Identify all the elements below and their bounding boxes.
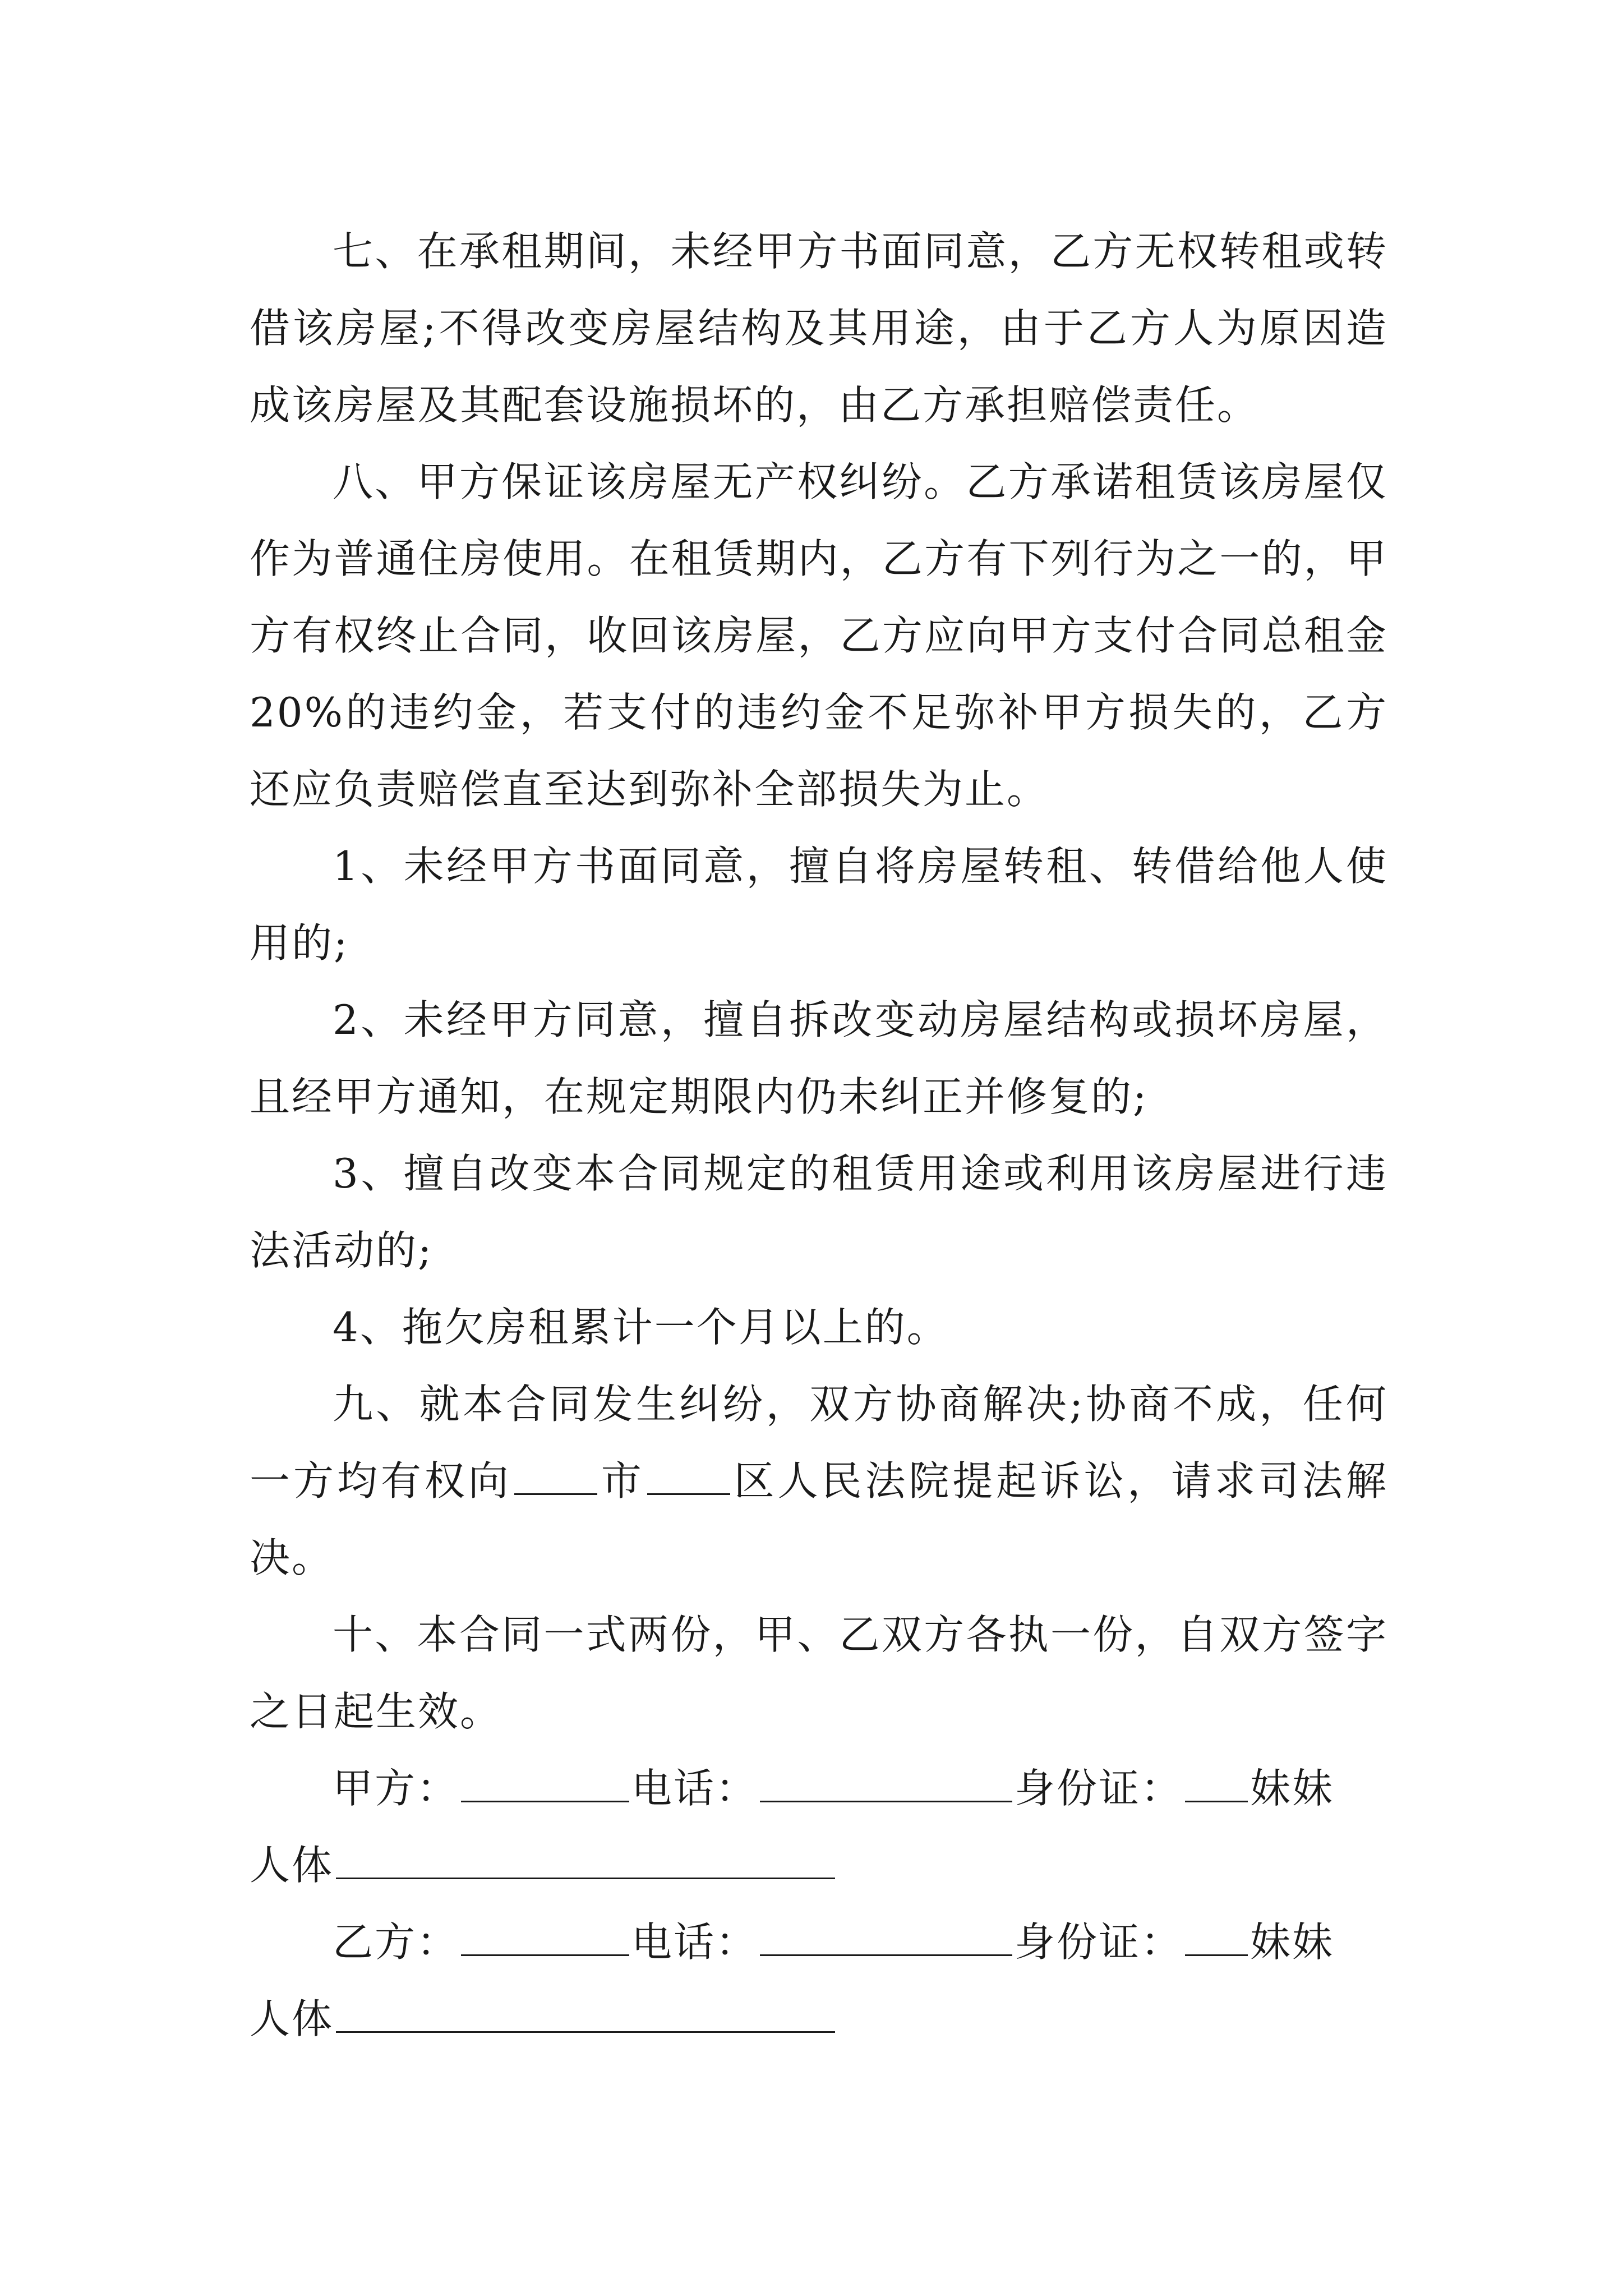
party-b-id-tail: 妹妹 — [1250, 1918, 1335, 1966]
party-a-id-label: 身份证： — [1015, 1765, 1183, 1812]
clause-8: 八、甲方保证该房屋无产权纠纷。乙方承诺租赁该房屋仅作为普通住房使用。在租赁期内，乙方有下列行为之一的，甲方有权终止合同，收回该房屋，乙方应向甲方支付合同总租金 20%的违约金，若支付的违约金不足弥补甲方损失的，乙方还应负责赔偿直至达到弥补全部损失为止。 — [250, 458, 1388, 813]
clause-9-text-2: 市 — [599, 1457, 645, 1504]
party-a-label: 甲方： — [333, 1765, 459, 1812]
party-a-id-blank — [1185, 1764, 1248, 1802]
clause-8-item-3: 3、擅自改变本合同规定的租赁用途或利用该房屋进行违法活动的; — [250, 1150, 1388, 1274]
clause-9-text-1: 九、就本合同发生纠纷，双方协商解决;协商不成，任何一方均有权向 — [250, 1381, 1388, 1504]
clause-9 — [250, 1366, 1388, 1596]
clause-10: 十、本合同一式两份，甲、乙双方各执一份，自双方签字之日起生效。 — [250, 1611, 1388, 1735]
party-b-line-2 — [250, 1981, 1388, 2058]
party-a-signature — [250, 1750, 1388, 1904]
clause-8-item-4: 4、拖欠房租累计一个月以上的。 — [333, 1304, 949, 1351]
party-a-line-2 — [250, 1827, 1388, 1904]
party-a-line-2-text: 人体 — [250, 1842, 334, 1889]
party-b-phone-blank — [760, 1918, 1012, 1956]
clause-8-item-1: 1、未经甲方书面同意，擅自将房屋转租、转借给他人使用的; — [250, 843, 1388, 967]
party-b-label: 乙方： — [333, 1918, 459, 1966]
party-b-name-blank — [461, 1918, 629, 1956]
clause-7: 七、在承租期间，未经甲方书面同意，乙方无权转租或转借该房屋;不得改变房屋结构及其用途，由于乙方人为原因造成该房屋及其配套设施损坏的，由乙方承担赔偿责任。 — [250, 228, 1388, 429]
party-a-phone-blank — [760, 1764, 1012, 1802]
party-a-id-tail: 妹妹 — [1250, 1765, 1335, 1812]
party-a-id-continued-blank — [336, 1841, 835, 1879]
district-blank — [647, 1457, 730, 1495]
party-b-phone-label: 电话： — [631, 1918, 758, 1966]
party-a-phone-label: 电话： — [631, 1765, 758, 1812]
document-body — [250, 213, 1388, 2058]
party-b-id-blank — [1185, 1918, 1248, 1956]
clause-9-text-3: 区人民法院提起诉讼，请求司法解决。 — [250, 1457, 1388, 1581]
party-b-id-label: 身份证： — [1015, 1918, 1183, 1966]
party-b-line-2-text: 人体 — [250, 1995, 334, 2042]
party-a-name-blank — [461, 1764, 629, 1802]
party-a-line-1 — [250, 1750, 1388, 1827]
party-b-signature — [250, 1904, 1388, 2058]
party-b-id-continued-blank — [336, 1995, 835, 2033]
city-blank — [514, 1457, 597, 1495]
party-b-line-1 — [250, 1904, 1388, 1981]
clause-8-item-2: 2、未经甲方同意，擅自拆改变动房屋结构或损坏房屋，且经甲方通知，在规定期限内仍未纠正并修复的; — [250, 996, 1388, 1120]
